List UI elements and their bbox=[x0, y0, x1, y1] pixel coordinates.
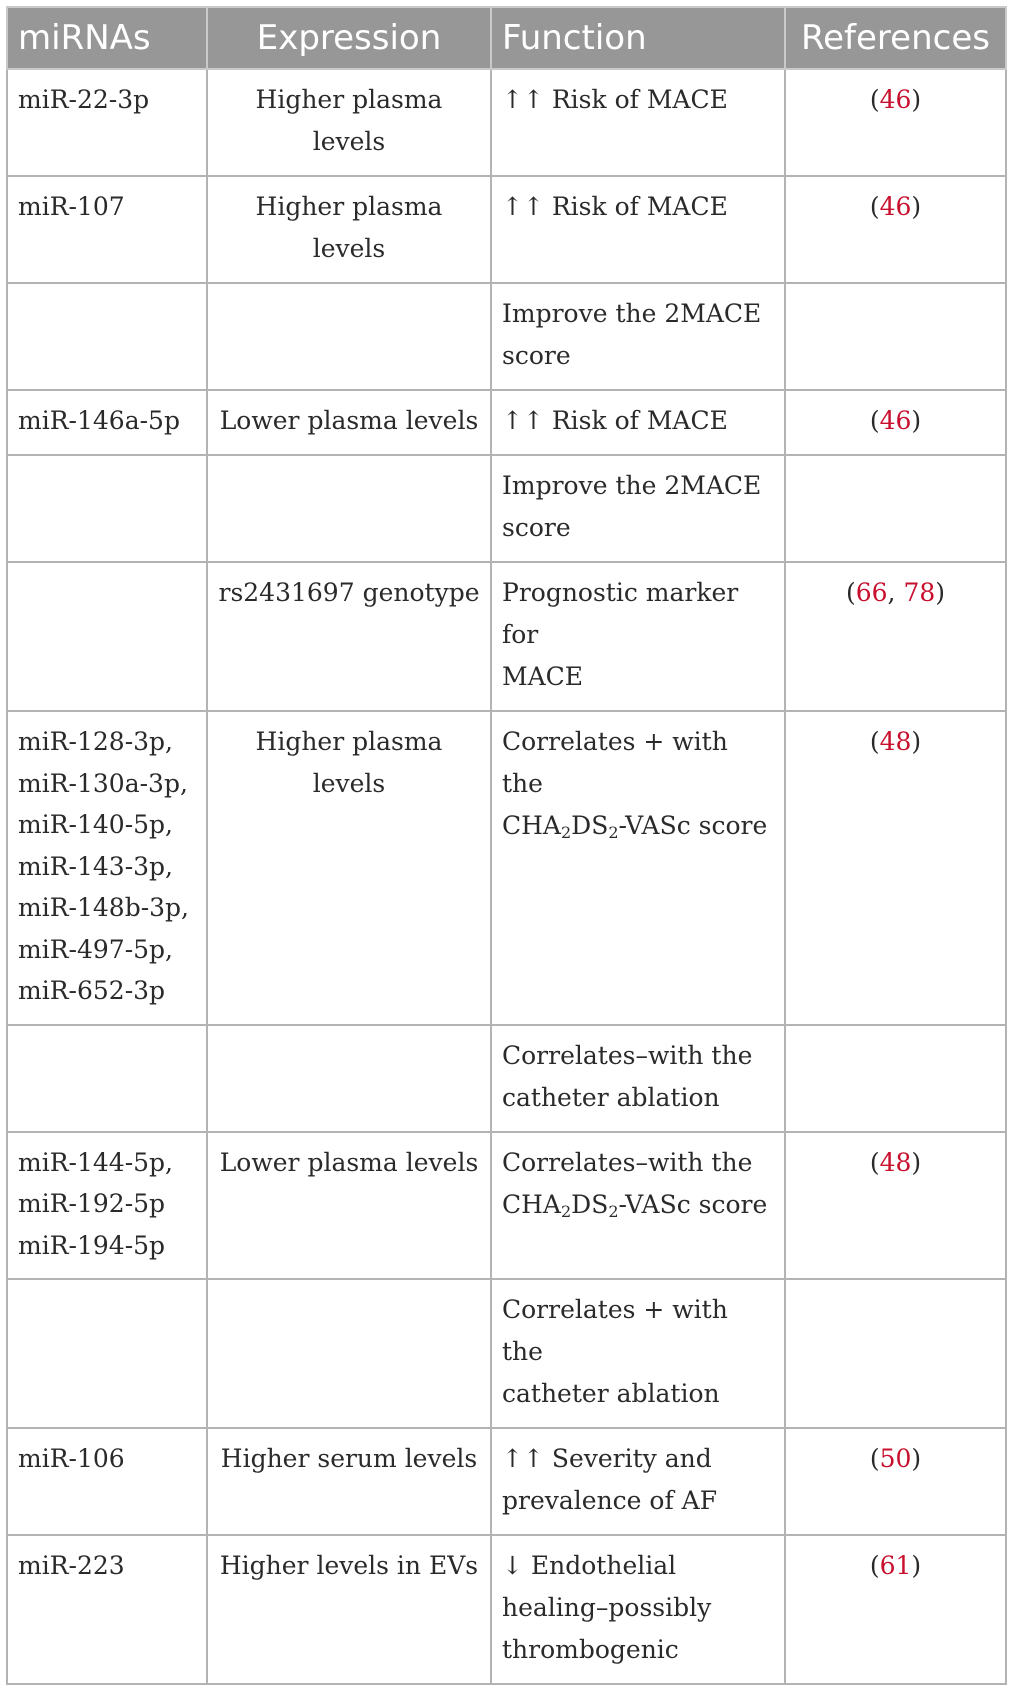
reference-cell bbox=[785, 69, 1006, 176]
mirna-cell: miR-146a-5p bbox=[7, 390, 207, 455]
paren-open: ( bbox=[869, 192, 880, 221]
cha-text: CHA bbox=[502, 1189, 561, 1219]
subscript: 2 bbox=[560, 1201, 572, 1221]
reference-link[interactable]: 46 bbox=[879, 85, 912, 114]
function-cell: ↑↑ Risk of MACE bbox=[491, 390, 785, 455]
reference-link[interactable]: 78 bbox=[903, 578, 936, 607]
table-row bbox=[7, 1132, 1006, 1280]
expression-cell: rs2431697 genotype bbox=[207, 562, 491, 711]
reference-separator: , bbox=[887, 578, 904, 607]
function-line: score bbox=[502, 513, 571, 542]
reference-link[interactable]: 46 bbox=[879, 192, 912, 221]
mirna-cell: miR-106 bbox=[7, 1428, 207, 1535]
table-row bbox=[7, 455, 1006, 562]
reference-link[interactable]: 50 bbox=[879, 1444, 912, 1473]
mirna-line: miR-194-5p bbox=[18, 1230, 166, 1260]
function-line: Correlates–with the bbox=[502, 1147, 753, 1177]
reference-link[interactable]: 46 bbox=[879, 406, 912, 435]
expression-cell: Higher plasma levels bbox=[207, 711, 491, 1025]
reference-link[interactable]: 48 bbox=[879, 727, 912, 756]
reference-cell bbox=[785, 390, 1006, 455]
function-cell bbox=[491, 1025, 785, 1132]
paren-close: ) bbox=[911, 192, 922, 221]
reference-cell bbox=[785, 711, 1006, 1025]
expression-cell: Higher plasma levels bbox=[207, 176, 491, 283]
function-line: ↑↑ Severity and bbox=[502, 1444, 712, 1473]
subscript: 2 bbox=[608, 1201, 619, 1221]
function-line: Correlates + with the bbox=[502, 1295, 728, 1366]
table-row bbox=[7, 562, 1006, 711]
expression-cell: Higher serum levels bbox=[207, 1428, 491, 1535]
mirna-cell bbox=[7, 1025, 207, 1132]
header-mirnas: miRNAs bbox=[7, 7, 207, 69]
paren-open: ( bbox=[869, 85, 880, 114]
paren-close: ) bbox=[911, 1444, 922, 1473]
subscript: 2 bbox=[608, 823, 619, 842]
function-line: Prognostic marker for bbox=[502, 578, 739, 649]
expression-cell bbox=[207, 455, 491, 562]
reference-cell bbox=[785, 1025, 1006, 1132]
table-row bbox=[7, 1535, 1006, 1684]
function-cell bbox=[491, 1279, 785, 1428]
mirna-cell bbox=[7, 1279, 207, 1428]
paren-close: ) bbox=[911, 1147, 922, 1177]
function-line: Improve the 2MACE bbox=[502, 299, 762, 328]
function-line: Correlates–with the bbox=[502, 1040, 753, 1070]
table-row bbox=[7, 1025, 1006, 1132]
mirna-line: miR-140-5p, bbox=[18, 810, 173, 839]
ds-text: DS bbox=[571, 1189, 609, 1219]
function-line: MACE bbox=[502, 662, 584, 691]
header-references: References bbox=[785, 7, 1006, 69]
mirna-line: miR-128-3p, bbox=[18, 727, 173, 756]
reference-cell bbox=[785, 1428, 1006, 1535]
mirna-cell: miR-107 bbox=[7, 176, 207, 283]
function-cell bbox=[491, 711, 785, 1025]
mirna-line: miR-148b-3p, bbox=[18, 893, 189, 922]
mirna-cell bbox=[7, 1132, 207, 1280]
paren-open: ( bbox=[869, 406, 880, 435]
reference-link[interactable]: 66 bbox=[855, 578, 888, 607]
paren-open: ( bbox=[869, 1551, 880, 1580]
mirna-cell bbox=[7, 455, 207, 562]
function-cell bbox=[491, 283, 785, 390]
paren-open: ( bbox=[845, 578, 856, 607]
paren-close: ) bbox=[911, 406, 922, 435]
paren-open: ( bbox=[869, 1444, 880, 1473]
function-cell: ↑↑ Risk of MACE bbox=[491, 176, 785, 283]
mirna-line: miR-497-5p, bbox=[18, 934, 173, 964]
function-cell bbox=[491, 1535, 785, 1684]
table-row bbox=[7, 176, 1006, 283]
reference-link[interactable]: 48 bbox=[879, 1147, 912, 1177]
mirna-cell: miR-223 bbox=[7, 1535, 207, 1684]
function-cell bbox=[491, 1132, 785, 1280]
function-cell bbox=[491, 1428, 785, 1535]
mirna-cell bbox=[7, 562, 207, 711]
mirna-cell bbox=[7, 711, 207, 1025]
mirna-line: miR-143-3p, bbox=[18, 851, 173, 881]
paren-close: ) bbox=[911, 1551, 922, 1580]
function-cell: ↑↑ Risk of MACE bbox=[491, 69, 785, 176]
paren-open: ( bbox=[869, 1147, 880, 1177]
expression-cell: Lower plasma levels bbox=[207, 1132, 491, 1280]
expression-cell: Lower plasma levels bbox=[207, 390, 491, 455]
cha-text: CHA bbox=[502, 811, 561, 840]
reference-cell bbox=[785, 283, 1006, 390]
paren-close: ) bbox=[935, 578, 946, 607]
function-cell bbox=[491, 562, 785, 711]
function-line: healing–possibly bbox=[502, 1593, 712, 1622]
function-line: Correlates + with the bbox=[502, 727, 728, 798]
function-line bbox=[502, 1184, 774, 1226]
vasc-text: -VASc score bbox=[618, 1189, 768, 1219]
expression-cell bbox=[207, 1025, 491, 1132]
reference-link[interactable]: 61 bbox=[879, 1551, 912, 1580]
expression-cell bbox=[207, 283, 491, 390]
mirna-line: miR-144-5p, bbox=[18, 1147, 173, 1177]
expression-cell bbox=[207, 1279, 491, 1428]
mirna-cell bbox=[7, 283, 207, 390]
mirna-line: miR-192-5p bbox=[18, 1189, 166, 1218]
function-line: score bbox=[502, 341, 571, 370]
table-row bbox=[7, 283, 1006, 390]
header-function: Function bbox=[491, 7, 785, 69]
function-line: catheter ablation bbox=[502, 1082, 720, 1112]
header-row bbox=[7, 7, 1006, 69]
mirna-line: miR-652-3p bbox=[18, 976, 166, 1005]
paren-close: ) bbox=[911, 727, 922, 756]
function-line: catheter ablation bbox=[502, 1379, 720, 1408]
mirna-line: miR-130a-3p, bbox=[18, 768, 188, 798]
expression-cell: Higher levels in EVs bbox=[207, 1535, 491, 1684]
table-row bbox=[7, 711, 1006, 1025]
reference-cell bbox=[785, 176, 1006, 283]
paren-close: ) bbox=[911, 85, 922, 114]
table-row bbox=[7, 1428, 1006, 1535]
reference-cell bbox=[785, 1535, 1006, 1684]
expression-cell: Higher plasma levels bbox=[207, 69, 491, 176]
reference-cell bbox=[785, 1279, 1006, 1428]
table-row bbox=[7, 1279, 1006, 1428]
ds-text: DS bbox=[571, 811, 609, 840]
reference-cell bbox=[785, 1132, 1006, 1280]
function-line: thrombogenic bbox=[502, 1635, 679, 1664]
mirna-table bbox=[6, 6, 1007, 1685]
reference-cell bbox=[785, 455, 1006, 562]
subscript: 2 bbox=[560, 823, 572, 842]
function-line: prevalence of AF bbox=[502, 1486, 718, 1515]
paren-open: ( bbox=[869, 727, 880, 756]
function-line: ↓ Endothelial bbox=[502, 1551, 677, 1580]
function-cell bbox=[491, 455, 785, 562]
mirna-cell: miR-22-3p bbox=[7, 69, 207, 176]
reference-cell bbox=[785, 562, 1006, 711]
vasc-text: -VASc score bbox=[618, 811, 768, 840]
table-row bbox=[7, 69, 1006, 176]
table-row bbox=[7, 390, 1006, 455]
header-expression: Expression bbox=[207, 7, 491, 69]
function-line: Improve the 2MACE bbox=[502, 471, 762, 500]
function-line bbox=[502, 805, 774, 847]
